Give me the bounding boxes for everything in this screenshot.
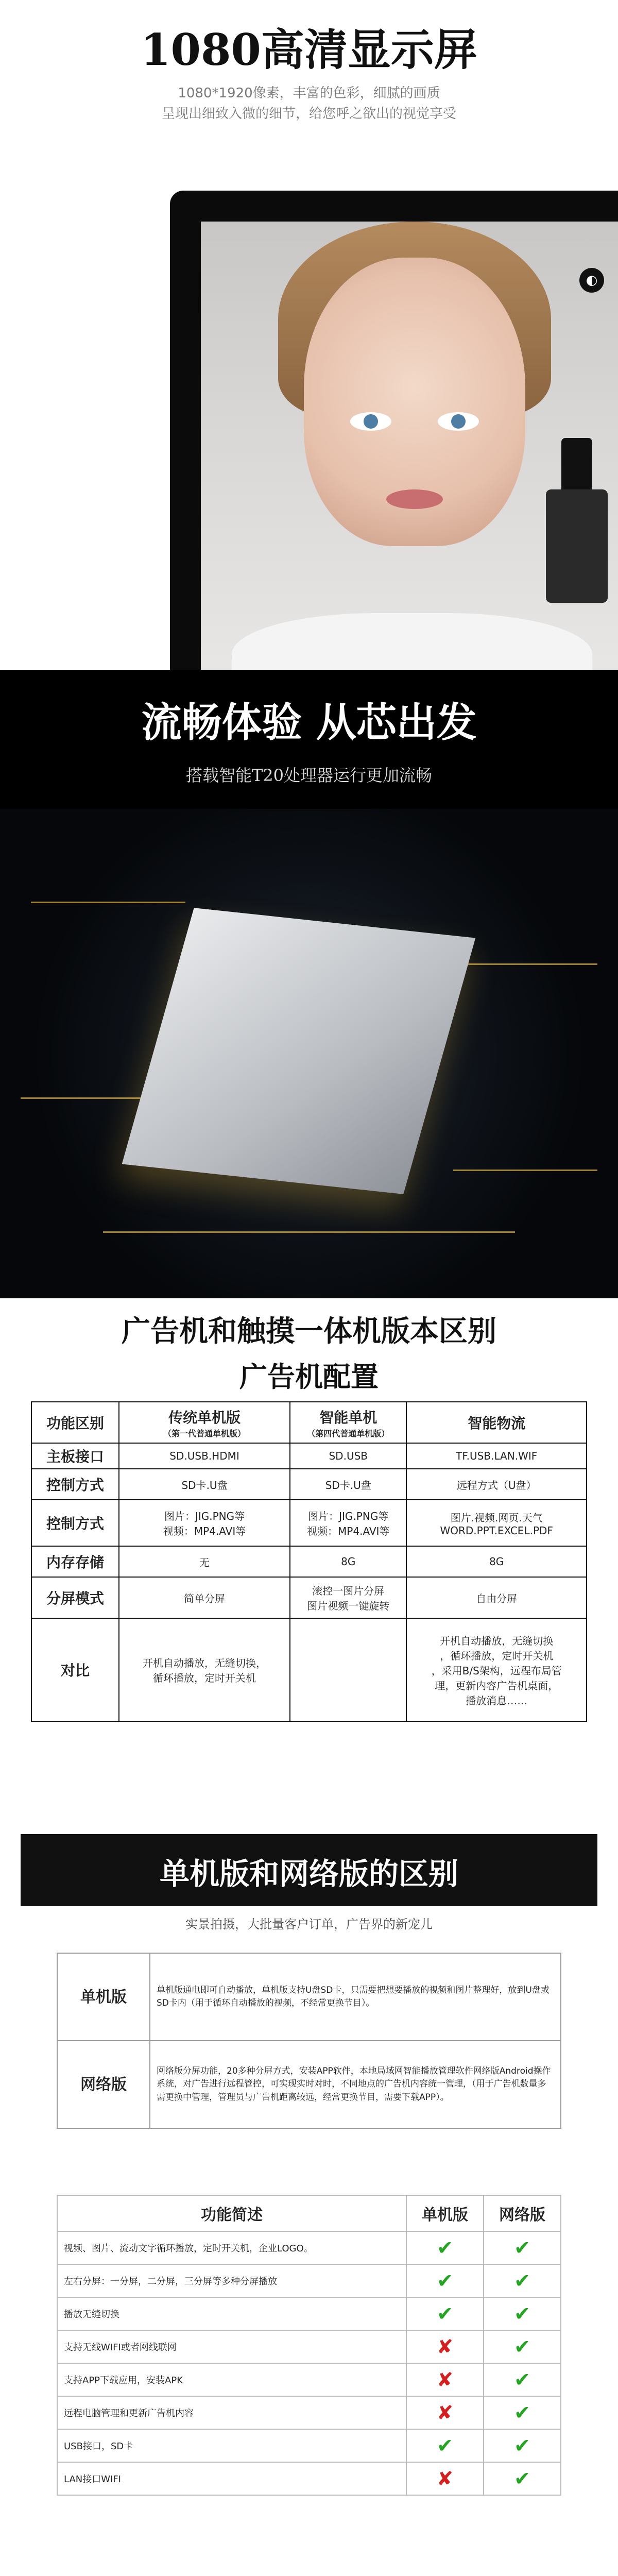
config-section bbox=[0, 1298, 618, 1824]
performance-subtitle: 搭载智能T20处理器运行更加流畅 bbox=[185, 766, 433, 785]
config-table bbox=[31, 1401, 587, 1722]
chip-image bbox=[0, 809, 618, 1298]
table-row: 主板接口 SD.USB.HDMI SD.USB TF.USB.LAN.WIF bbox=[31, 1443, 587, 1469]
features-header-standalone: 单机版 bbox=[406, 2195, 484, 2231]
config-header-traditional: 传统单机版 （第一代普通单机版） bbox=[119, 1402, 290, 1443]
bottle-cap bbox=[561, 438, 592, 495]
features-header-name: 功能简述 bbox=[57, 2195, 406, 2231]
hero-line-1: 1080*1920像素，丰富的色彩，细腻的画质 bbox=[178, 86, 440, 101]
config-title: 广告机和触摸一体机版本区别 bbox=[122, 1315, 496, 1348]
table-row: 远程电脑管理和更新广告机内容 ✘ ✔ bbox=[57, 2396, 561, 2429]
table-row: 视频、图片、流动文字循环播放，定时开关机，企业LOGO。 ✔ ✔ bbox=[57, 2231, 561, 2264]
table-row: 网络版 网络版分屏功能，20多种分屏方式，安装APP软件，本地局域网智能播放管理软件网络版Android操作系统，对广告进行远程管控，可实现实时对时，不同地点的广告机内容统一管理，（用于广告机数量多需更换中管理，管理员与广告机距离较远，经常更换节目，需要下载APP）。 bbox=[57, 2041, 561, 2128]
table-row: 对比 开机自动播放，无缝切换， 循环播放，定时开关机 开机自动播放，无缝切换 ，循环播放，定时开关机 ，采用B/S架构，远程布局管 理，更新内容广告机桌面， 播放消息…… bbox=[31, 1618, 587, 1721]
compare-banner bbox=[21, 1834, 597, 1906]
compare-subtitle: 实景拍摄，大批量客户订单，广告界的新宠儿 bbox=[185, 1917, 433, 1931]
features-header-network: 网络版 bbox=[484, 2195, 561, 2231]
table-row: 支持无线WIFI或者网线联网 ✘ ✔ bbox=[57, 2330, 561, 2363]
table-row: 控制方式 图片：JIG.PNG等 视频：MP4.AVI等 图片：JIG.PNG等 视频：MP4.AVI等 图片.视频.网页.天气 WORD.PPT.EXCEL.PDF bbox=[31, 1500, 587, 1546]
table-row: 左右分屏：一分屏，二分屏，三分屏等多种分屏播放 ✔ ✔ bbox=[57, 2264, 561, 2297]
config-header-logistics: 智能物流 bbox=[406, 1402, 587, 1443]
table-row: 控制方式 SD卡.U盘 SD卡.U盘 远程方式（U盘） bbox=[31, 1469, 587, 1500]
model-lips bbox=[386, 489, 443, 509]
processor-chip bbox=[122, 908, 476, 1194]
hero-line-2: 呈现出细致入微的细节，给您呼之欲出的视觉享受 bbox=[161, 106, 456, 122]
performance-title: 流畅体验 从芯出发 bbox=[141, 699, 477, 746]
table-row: USB接口，SD卡 ✔ ✔ bbox=[57, 2429, 561, 2462]
table-row: 支持APP下载应用，安装APK ✘ ✔ bbox=[57, 2363, 561, 2396]
table-row: 单机版 单机版通电即可自动播放，单机版支持U盘SD卡，只需要把想要播放的视频和图片整理好，放到U盘或SD卡内（用于循环自动播放的视频，不经常更换节目）。 bbox=[57, 1953, 561, 2041]
table-row: 分屏模式 简单分屏 滚控一图片分屏 图片视频一键旋转 自由分屏 bbox=[31, 1577, 587, 1618]
left-eye bbox=[350, 412, 391, 431]
table-row: 内存存储 无 8G 8G bbox=[31, 1546, 587, 1577]
right-eye bbox=[438, 412, 479, 431]
hero-section bbox=[0, 0, 618, 670]
performance-section bbox=[0, 670, 618, 1298]
config-header-smart: 智能单机 （第四代普通单机版） bbox=[290, 1402, 406, 1443]
table-row: LAN接口WIFI ✘ ✔ bbox=[57, 2462, 561, 2495]
features-table bbox=[57, 2195, 561, 2496]
cosmetic-bottle bbox=[546, 489, 608, 603]
compare-title: 单机版和网络版的区别 bbox=[159, 1856, 458, 1891]
brand-logo-icon: ◐ bbox=[579, 268, 604, 293]
features-section bbox=[0, 2184, 618, 2576]
monitor-screen-image bbox=[201, 222, 618, 685]
table-row: 播放无缝切换 ✔ ✔ bbox=[57, 2297, 561, 2330]
config-header-feature: 功能区别 bbox=[31, 1402, 119, 1443]
hero-title: 1080高清显示屏 bbox=[141, 24, 477, 75]
compare-table bbox=[57, 1953, 561, 2129]
config-subtitle: 广告机配置 bbox=[239, 1361, 379, 1393]
compare-section bbox=[0, 1824, 618, 2184]
